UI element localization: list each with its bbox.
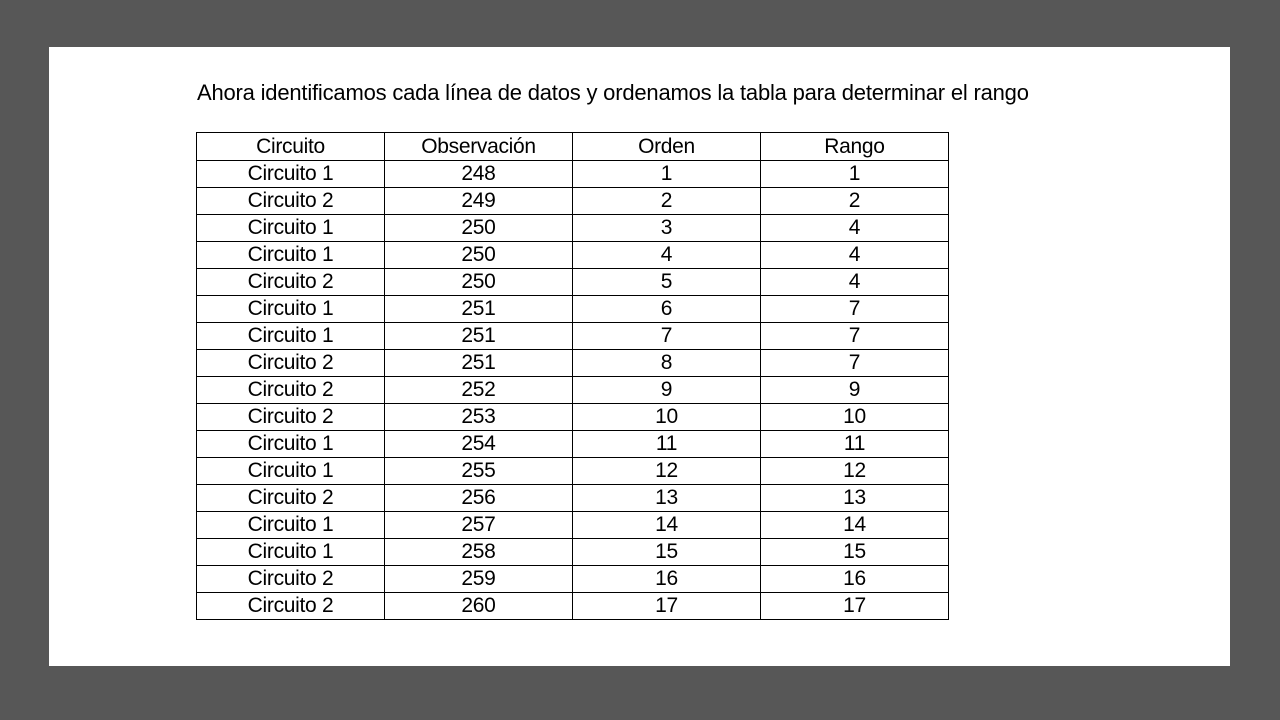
- cell-circuit: Circuito 2: [197, 377, 385, 404]
- cell-rank: 9: [761, 377, 949, 404]
- cell-order: 9: [573, 377, 761, 404]
- table-row: [197, 566, 949, 593]
- cell-observation: 250: [385, 242, 573, 269]
- table-row: [197, 377, 949, 404]
- cell-order: 8: [573, 350, 761, 377]
- cell-circuit: Circuito 2: [197, 350, 385, 377]
- cell-rank: 12: [761, 458, 949, 485]
- cell-order: 14: [573, 512, 761, 539]
- cell-order: 1: [573, 161, 761, 188]
- column-header-rank: Rango: [761, 133, 949, 161]
- cell-observation: 258: [385, 539, 573, 566]
- cell-circuit: Circuito 1: [197, 512, 385, 539]
- cell-observation: 251: [385, 296, 573, 323]
- cell-observation: 254: [385, 431, 573, 458]
- cell-rank: 7: [761, 296, 949, 323]
- cell-circuit: Circuito 2: [197, 188, 385, 215]
- cell-order: 3: [573, 215, 761, 242]
- cell-order: 6: [573, 296, 761, 323]
- cell-observation: 251: [385, 350, 573, 377]
- cell-observation: 255: [385, 458, 573, 485]
- cell-order: 7: [573, 323, 761, 350]
- cell-circuit: Circuito 1: [197, 539, 385, 566]
- cell-observation: 248: [385, 161, 573, 188]
- table-row: [197, 188, 949, 215]
- cell-observation: 256: [385, 485, 573, 512]
- cell-order: 2: [573, 188, 761, 215]
- cell-order: 13: [573, 485, 761, 512]
- cell-rank: 16: [761, 566, 949, 593]
- cell-order: 10: [573, 404, 761, 431]
- cell-order: 16: [573, 566, 761, 593]
- cell-circuit: Circuito 2: [197, 566, 385, 593]
- column-header-circuit: Circuito: [197, 133, 385, 161]
- cell-rank: 15: [761, 539, 949, 566]
- cell-order: 15: [573, 539, 761, 566]
- table-row: [197, 485, 949, 512]
- cell-rank: 10: [761, 404, 949, 431]
- cell-observation: 249: [385, 188, 573, 215]
- cell-rank: 7: [761, 323, 949, 350]
- table-row: [197, 296, 949, 323]
- cell-order: 5: [573, 269, 761, 296]
- cell-rank: 2: [761, 188, 949, 215]
- cell-observation: 252: [385, 377, 573, 404]
- cell-observation: 257: [385, 512, 573, 539]
- cell-rank: 1: [761, 161, 949, 188]
- header-row: [197, 133, 949, 161]
- table-header: [197, 133, 949, 161]
- cell-circuit: Circuito 1: [197, 458, 385, 485]
- table-row: [197, 458, 949, 485]
- cell-circuit: Circuito 1: [197, 215, 385, 242]
- slide-heading: Ahora identificamos cada línea de datos y ordenamos la tabla para determinar el rango: [197, 80, 1029, 105]
- cell-observation: 260: [385, 593, 573, 620]
- table-row: [197, 269, 949, 296]
- cell-order: 11: [573, 431, 761, 458]
- cell-observation: 250: [385, 215, 573, 242]
- cell-rank: 13: [761, 485, 949, 512]
- cell-circuit: Circuito 2: [197, 485, 385, 512]
- cell-observation: 250: [385, 269, 573, 296]
- cell-order: 4: [573, 242, 761, 269]
- cell-rank: 4: [761, 269, 949, 296]
- table-row: [197, 404, 949, 431]
- cell-observation: 253: [385, 404, 573, 431]
- cell-rank: 11: [761, 431, 949, 458]
- table-row: [197, 161, 949, 188]
- cell-rank: 4: [761, 215, 949, 242]
- cell-order: 17: [573, 593, 761, 620]
- cell-circuit: Circuito 1: [197, 296, 385, 323]
- cell-circuit: Circuito 2: [197, 404, 385, 431]
- table-row: [197, 323, 949, 350]
- table-row: [197, 512, 949, 539]
- cell-rank: 17: [761, 593, 949, 620]
- cell-circuit: Circuito 1: [197, 431, 385, 458]
- table-row: [197, 350, 949, 377]
- cell-circuit: Circuito 1: [197, 323, 385, 350]
- table-row: [197, 242, 949, 269]
- cell-order: 12: [573, 458, 761, 485]
- cell-rank: 14: [761, 512, 949, 539]
- cell-rank: 7: [761, 350, 949, 377]
- cell-circuit: Circuito 1: [197, 242, 385, 269]
- table-body: [197, 161, 949, 620]
- table-row: [197, 215, 949, 242]
- rank-table: [196, 132, 949, 620]
- cell-rank: 4: [761, 242, 949, 269]
- cell-circuit: Circuito 2: [197, 593, 385, 620]
- table-row: [197, 593, 949, 620]
- cell-circuit: Circuito 2: [197, 269, 385, 296]
- column-header-order: Orden: [573, 133, 761, 161]
- slide: [49, 47, 1230, 666]
- cell-circuit: Circuito 1: [197, 161, 385, 188]
- cell-observation: 251: [385, 323, 573, 350]
- cell-observation: 259: [385, 566, 573, 593]
- table-row: [197, 539, 949, 566]
- table-row: [197, 431, 949, 458]
- column-header-observation: Observación: [385, 133, 573, 161]
